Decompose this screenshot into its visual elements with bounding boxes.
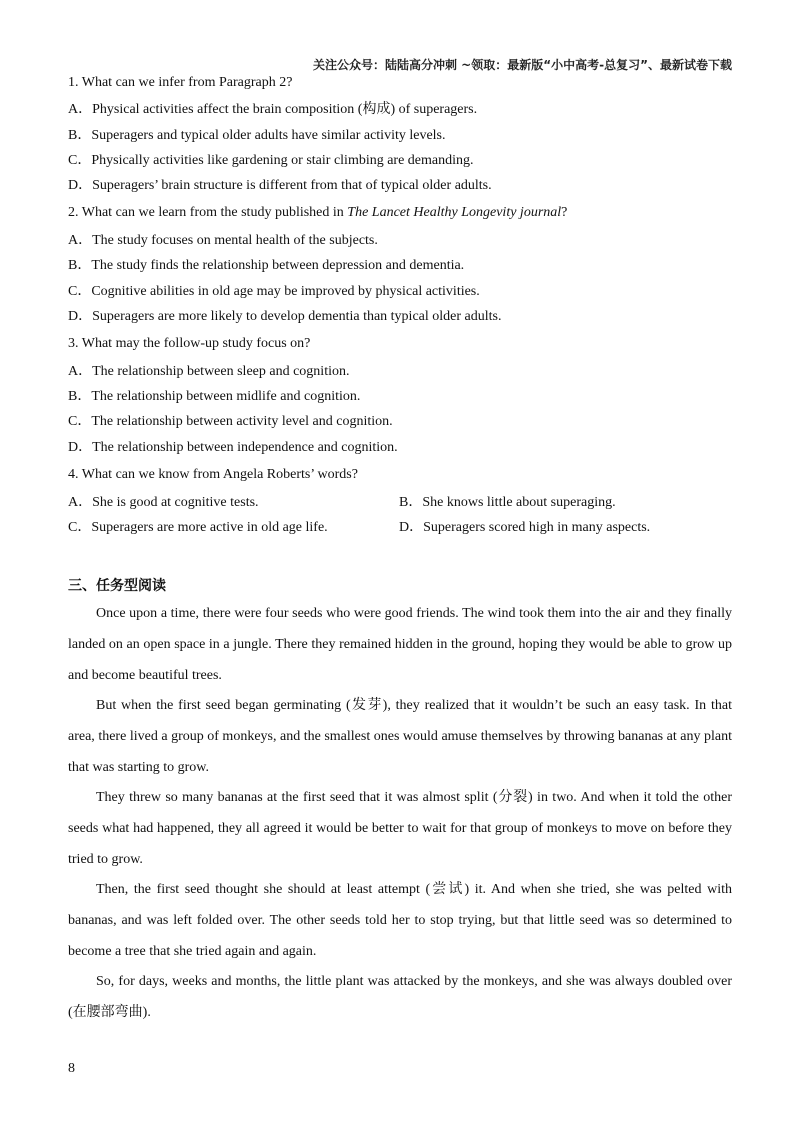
question-1-option-d: D．Superagers’ brain structure is different from that of typical older adults. [68, 178, 492, 193]
question-1-option-b: B．Superagers and typical older adults have similar activity levels. [68, 128, 446, 143]
question-2-stem-suffix: ? [561, 205, 568, 220]
question-4-option-a: A．She is good at cognitive tests. [68, 495, 259, 510]
passage-paragraph-5: So, for days, weeks and months, the little plant was attacked by the monkeys, and she was always doubled over (在腰部弯曲). [68, 974, 732, 1020]
question-2-option-d: D．Superagers are more likely to develop dementia than typical older adults. [68, 309, 502, 324]
question-2-option-a: A．The study focuses on mental health of the subjects. [68, 233, 378, 248]
section-heading: 三、任务型阅读 [68, 578, 166, 594]
passage-paragraph-4: Then, the first seed thought she should at least attempt (尝试) it. And when she tried, she was pelted with bananas, and was left folded over. The other seeds told her to stop trying, but that little seed was so determined to become a tree that she tried again and again. [68, 882, 732, 959]
question-2-stem-prefix: 2. What can we learn from the study published in [68, 205, 348, 220]
journal-title: The Lancet Healthy Longevity journal [347, 205, 562, 220]
passage-paragraph-2: But when the first seed began germinating (发芽), they realized that it wouldn’t be such an easy task. In that area, there lived a group of monkeys, and the smallest ones would amuse themselves by throwing bananas at any plant that was starting to grow. [68, 698, 732, 775]
question-4-stem: 4. What can we know from Angela Roberts’ words? [68, 467, 358, 482]
question-2-option-c: C．Cognitive abilities in old age may be improved by physical activities. [68, 284, 480, 299]
passage-paragraph-1: Once upon a time, there were four seeds who were good friends. The wind took them into the air and they finally landed on an open space in a jungle. There they remained hidden in the ground, hoping they would be able to grow up and become beautiful trees. [68, 606, 732, 683]
question-1-option-a: A．Physical activities affect the brain composition (构成) of superagers. [68, 102, 478, 117]
question-3-option-d: D．The relationship between independence and cognition. [68, 440, 398, 455]
page-header: 关注公众号：陆陆高分冲刺 ~领取：最新版“小中高考-总复习”、最新试卷下载 [313, 58, 732, 72]
question-3-option-b: B．The relationship between midlife and cognition. [68, 389, 361, 404]
question-4-option-d: D．Superagers scored high in many aspects. [399, 520, 651, 535]
question-1-option-c: C．Physically activities like gardening or stair climbing are demanding. [68, 153, 474, 168]
question-3-stem: 3. What may the follow-up study focus on? [68, 336, 311, 351]
question-3-option-a: A．The relationship between sleep and cognition. [68, 364, 350, 379]
question-2-stem [68, 204, 567, 222]
question-4-option-c: C．Superagers are more active in old age life. [68, 520, 328, 535]
question-1-stem: 1. What can we infer from Paragraph 2? [68, 75, 293, 90]
question-4-option-b: B．She knows little about superaging. [399, 495, 616, 510]
question-3-option-c: C．The relationship between activity level and cognition. [68, 414, 393, 429]
passage-paragraph-3: They threw so many bananas at the first seed that it was almost split (分裂) in two. And when it told the other seeds what had happened, they all agreed it would be better to wait for that group of monkeys to move on before they tried to grow. [68, 790, 732, 867]
page-number: 8 [68, 1061, 75, 1076]
question-2-option-b: B．The study finds the relationship between depression and dementia. [68, 258, 465, 273]
